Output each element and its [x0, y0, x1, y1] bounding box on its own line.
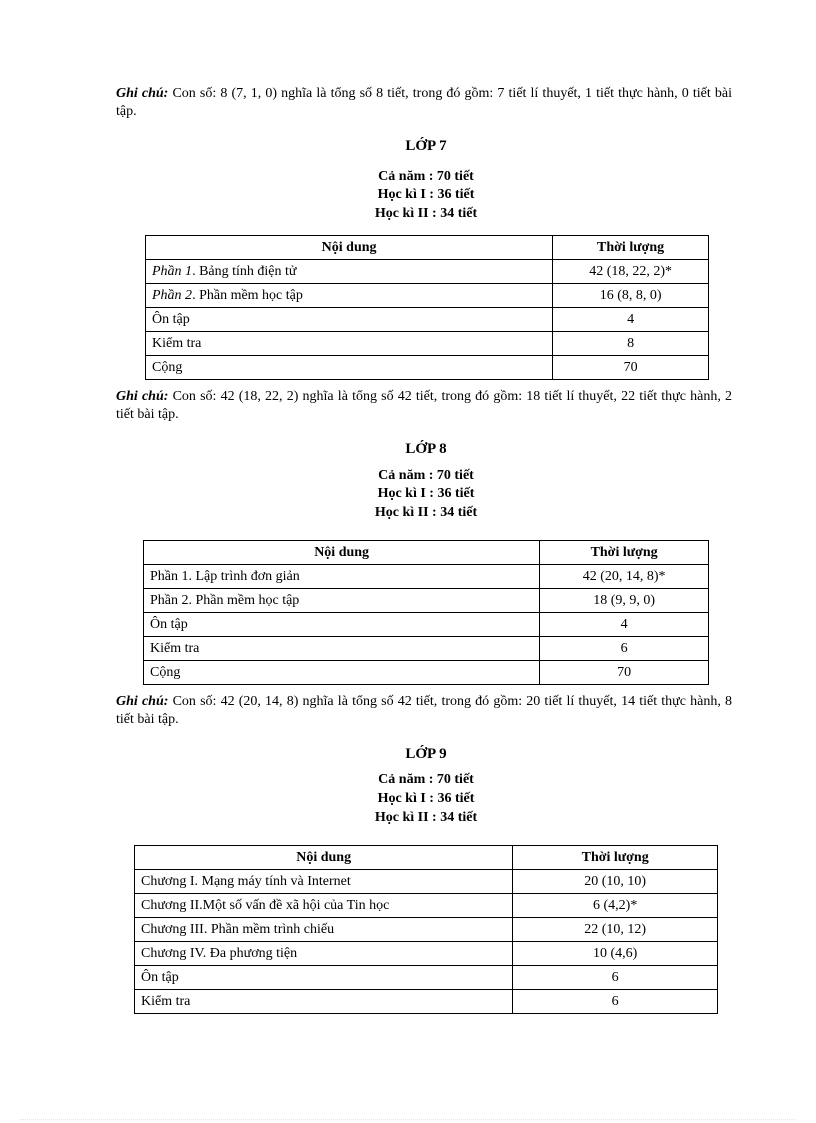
- row-prefix: Phần 2: [152, 287, 193, 303]
- table-row: [144, 613, 709, 637]
- note-text: Con số: 42 (20, 14, 8) nghĩa là tổng số 42 tiết, trong đó gồm: 20 tiết lí thuyết, 14 tiết thực hành, 8 tiết bài tập.: [116, 694, 733, 727]
- col-header-content: Nội dung: [144, 541, 540, 565]
- row-time: 6 (4,2)*: [513, 894, 718, 918]
- grade9-sem1: Học kì I : 36 tiết: [377, 791, 475, 806]
- row-time: 16 (8, 8, 0): [553, 284, 709, 308]
- table-row: [146, 356, 709, 380]
- table-row: [144, 589, 709, 613]
- row-content: [146, 260, 553, 284]
- row-content: Kiểm tra: [146, 332, 553, 356]
- row-time: 42 (18, 22, 2)*: [553, 260, 709, 284]
- table-row: [146, 284, 709, 308]
- grade7-title: LỚP 7: [405, 138, 447, 154]
- table-header-row: [144, 541, 709, 565]
- grade8-sem1: Học kì I : 36 tiết: [377, 486, 475, 501]
- grade9-sem2: Học kì II : 34 tiết: [374, 810, 478, 825]
- row-content: Chương I. Mạng máy tính và Internet: [135, 870, 513, 894]
- table-row: [146, 260, 709, 284]
- row-time: 20 (10, 10): [513, 870, 718, 894]
- row-time: 6: [513, 990, 718, 1014]
- col-header-time: Thời lượng: [513, 846, 718, 870]
- grade8-table: [143, 540, 709, 685]
- note-text: Con số: 42 (18, 22, 2) nghĩa là tổng số 42 tiết, trong đó gồm: 18 tiết lí thuyết, 22 tiết thực hành, 2 tiết bài tập.: [116, 389, 733, 422]
- row-prefix: Phần 1: [152, 263, 193, 279]
- row-content: Chương II.Một số vấn đề xã hội của Tin học: [135, 894, 513, 918]
- row-time: 8: [553, 332, 709, 356]
- row-content: Kiểm tra: [144, 637, 540, 661]
- table-row: [146, 308, 709, 332]
- row-content: Chương III. Phần mềm trình chiếu: [135, 918, 513, 942]
- grade9-title: LỚP 9: [405, 746, 447, 762]
- row-content: Chương IV. Đa phương tiện: [135, 942, 513, 966]
- row-time: 70: [540, 661, 709, 685]
- row-content: Ôn tập: [146, 308, 553, 332]
- table-header-row: [135, 846, 718, 870]
- col-header-time: Thời lượng: [540, 541, 709, 565]
- col-header-time: Thời lượng: [553, 236, 709, 260]
- row-time: 6: [540, 637, 709, 661]
- note-label: Ghi chú:: [116, 694, 169, 709]
- note-label: Ghi chú:: [116, 86, 169, 101]
- row-content-text: . Bảng tính điện tử: [192, 263, 297, 279]
- grade7-sem2: Học kì II : 34 tiết: [374, 206, 478, 221]
- table-row: [135, 942, 718, 966]
- row-time: 18 (9, 9, 0): [540, 589, 709, 613]
- table-row: [135, 894, 718, 918]
- row-content: Cộng: [144, 661, 540, 685]
- row-time: 70: [553, 356, 709, 380]
- grade8-title: LỚP 8: [405, 441, 447, 457]
- table-header-row: [146, 236, 709, 260]
- col-header-content: Nội dung: [135, 846, 513, 870]
- grade7-note: [116, 388, 732, 424]
- row-time: 4: [540, 613, 709, 637]
- table-row: [135, 990, 718, 1014]
- note-top: [116, 85, 732, 121]
- note-label: Ghi chú:: [116, 389, 169, 404]
- table-row: [144, 661, 709, 685]
- grade9-year: Cả năm : 70 tiết: [378, 772, 474, 787]
- table-row: [144, 637, 709, 661]
- row-content: [146, 284, 553, 308]
- row-time: 42 (20, 14, 8)*: [540, 565, 709, 589]
- col-header-content: Nội dung: [146, 236, 553, 260]
- page-bottom-divider: [20, 1119, 796, 1120]
- row-time: 4: [553, 308, 709, 332]
- row-time: 22 (10, 12): [513, 918, 718, 942]
- row-content: Ôn tập: [144, 613, 540, 637]
- grade8-sem2: Học kì II : 34 tiết: [374, 505, 478, 520]
- note-text: Con số: 8 (7, 1, 0) nghĩa là tổng số 8 tiết, trong đó gồm: 7 tiết lí thuyết, 1 tiết thực hành, 0 tiết bài tập.: [116, 86, 732, 119]
- table-row: [135, 918, 718, 942]
- grade7-table: [145, 235, 709, 380]
- table-row: [144, 565, 709, 589]
- grade9-table: [134, 845, 718, 1014]
- grade7-sem1: Học kì I : 36 tiết: [377, 187, 475, 202]
- row-content: Cộng: [146, 356, 553, 380]
- grade7-year: Cả năm : 70 tiết: [378, 169, 474, 184]
- row-time: 10 (4,6): [513, 942, 718, 966]
- grade8-year: Cả năm : 70 tiết: [378, 468, 474, 483]
- row-content: Phần 1. Lập trình đơn giản: [144, 565, 540, 589]
- row-content: Phần 2. Phần mềm học tập: [144, 589, 540, 613]
- grade8-note: [116, 693, 732, 729]
- row-time: 6: [513, 966, 718, 990]
- row-content: Kiểm tra: [135, 990, 513, 1014]
- row-content-text: . Phần mềm học tập: [192, 287, 303, 303]
- row-content: Ôn tập: [135, 966, 513, 990]
- table-row: [135, 870, 718, 894]
- table-row: [135, 966, 718, 990]
- table-row: [146, 332, 709, 356]
